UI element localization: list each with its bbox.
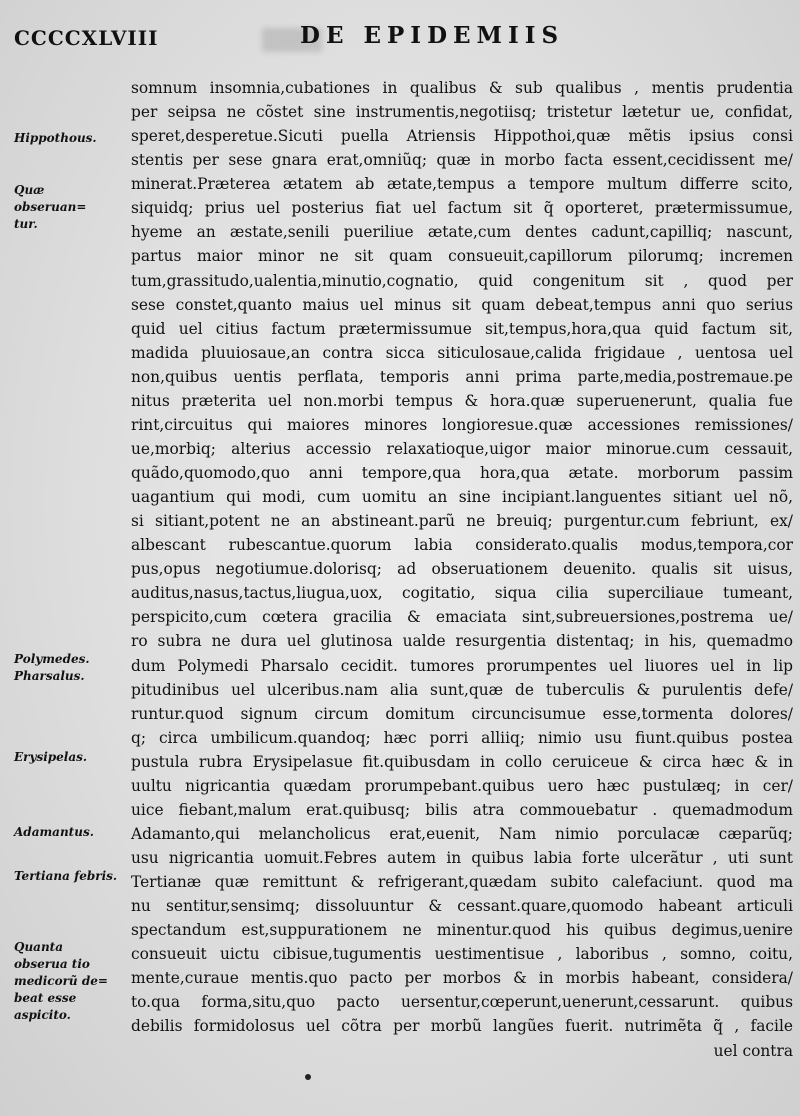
text-line: stentis per sese gnara erat,omniũq; quæ in morbo facta essent,cecidissent me/	[131, 151, 793, 170]
text-line: siquidq; prius uel posterius fiat uel factum sit q̃ oporteret, prætermissumue,	[131, 199, 793, 218]
text-line: to.qua forma,situ,quo pacto uersentur,cœperunt,uenerunt,cessarunt. quibus	[131, 993, 793, 1012]
text-line: tum,grassitudo,ualentia,minutio,cognatio, quid congenitum sit , quod per	[131, 271, 793, 290]
text-line: albescant rubescantue.quorum labia considerato.qualis modus,tempora,cor	[131, 536, 793, 555]
text-line: quid uel citius factum prætermissumue sit,tempus,hora,qua quid factum sit,	[131, 319, 793, 338]
running-head: DE EPIDEMIIS	[300, 22, 565, 49]
text-line: auditus,nasus,tactus,liugua,uox, cogitatio, siqua cilia superciliaue tumeant,	[131, 584, 793, 603]
text-line: pitudinibus uel ulceribus.nam alia sunt,quæ de tuberculis & purulentis defe/	[131, 680, 793, 699]
text-line: partus maior minor ne sit quam consueuit,capillorum pilorumq; incremen	[131, 247, 793, 266]
margin-note-adamantus: Adamantus.	[14, 825, 94, 839]
text-line: debilis formidolosus uel cõtra per morbũ langũes fuerit. nutrimẽta q̃ , facile	[131, 1017, 793, 1036]
text-line: pus,opus negotiumue.dolorisq; ad obseruationem deuenito. qualis sit uisus,	[131, 560, 793, 579]
text-line: perspicito,cum cœtera gracilia & emaciata sint,subreuersiones,postrema ue/	[131, 608, 793, 627]
page-number: CCCCXLVIII	[14, 26, 159, 50]
text-line: speret,desperetue.Sicuti puella Atriensis Hippothoi,quæ mẽtis ipsius consi	[131, 127, 793, 146]
text-line: hyeme an æstate,senili pueriliue ætate,cum dentes cadunt,capilliq; nascunt,	[131, 223, 793, 242]
margin-note-hippothous: Hippothous.	[14, 131, 97, 145]
text-line: minerat.Præterea ætatem ab ætate,tempus a tempore multum differre scito,	[131, 175, 793, 194]
text-line: somnum insomnia,cubationes in qualibus & sub qualibus , mentis prudentia	[131, 79, 793, 97]
text-line: spectandum est,suppurationem ne minentur.quod his quibus degimus,uenire	[131, 921, 793, 940]
margin-note-erysipelas: Erysipelas.	[14, 750, 88, 764]
text-line: mente,curaue mentis.quo pacto per morbos & in morbis habeant, considera/	[131, 969, 793, 988]
text-line: runtur.quod signum circum domitum circuncisumue esse,tormenta dolores/	[131, 704, 793, 723]
text-line: nitus præterita uel non.morbi tempus & hora.quæ superuenerunt, qualia fue	[131, 391, 793, 410]
margin-note-polymedes: Polymedes. Pharsalus.	[14, 652, 90, 683]
text-line: usu nigricantia uomuit.Febres autem in quibus labia forte ulcerãtur , uti sunt	[131, 849, 793, 867]
catchword: uel contra	[713, 1041, 793, 1060]
margin-note-quae-observantur: Quæ obseruan= tur.	[14, 183, 87, 231]
text-line: ue,morbiq; alterius accessio relaxatioque,uigor maior minorue.cum cessauit,	[131, 439, 793, 458]
text-line: per seipsa ne cõstet sine instrumentis,negotiisq; tristetur lætetur ue, confidat,	[131, 103, 793, 122]
text-line: rint,circuitus qui maiores minores longioresue.quæ accessiones remissiones/	[131, 415, 793, 434]
text-line: consueuit uictu cibisue,tugumentis uestimentisue , laboribus , somno, coitu,	[131, 945, 793, 964]
body-text	[131, 76, 793, 1063]
text-line: dum Polymedi Pharsalo cecidit. tumores prorumpentes uel liuores uel in lip	[131, 656, 793, 675]
text-line: Adamanto,qui melancholicus erat,euenit, Nam nimio porculacæ cæparũq;	[131, 824, 793, 843]
margin-note-tertiana-febris: Tertiana febris.	[14, 869, 118, 883]
text-line: uagantium qui modi, cum uomitu an sine incipiant.languentes sitiant uel nõ,	[131, 488, 793, 507]
text-line: ro subra ne dura uel glutinosa ualde resurgentia distentaq; in his, quemadmo	[131, 632, 793, 651]
text-line: nu sentitur,sensimq; dissoluuntur & cessant.quare,quomodo habeant articuli	[131, 897, 793, 916]
ink-dot	[305, 1074, 311, 1080]
text-line: madida pluuiosaue,an contra sicca siticulosaue,calida frigidaue , uentosa uel	[131, 343, 793, 362]
text-line: Tertianæ quæ remittunt & refrigerant,quædam subito calefaciunt. quod ma	[131, 873, 793, 892]
text-line: q; circa umbilicum.quandoq; hæc porri alliiq; nimio usu fiunt.quibus postea	[131, 728, 793, 747]
text-line: non,quibus uentis perflata, temporis anni prima parte,media,postremaue.pe	[131, 367, 793, 386]
text-line: pustula rubra Erysipelasue fit.quibusdam in collo ceruiceue & circa hæc & in	[131, 752, 793, 771]
text-line: uice fiebant,malum erat.quibusq; bilis atra commouebatur . quemadmodum	[131, 800, 793, 819]
text-line: uultu nigricantia quædam prorumpebant.quibus uero hæc pustulæq; in cer/	[131, 776, 793, 795]
text-line: si sitiant,potent ne an abstineant.parũ ne breuiq; purgentur.cum febriunt, ex/	[131, 512, 793, 531]
margin-note-quanta-observatio: Quanta obserua tio medicorũ de= beat esse aspicito.	[14, 940, 108, 1022]
text-line: sese constet,quanto maius uel minus sit quam debeat,tempus anni quo serius	[131, 295, 793, 314]
text-line: quãdo,quomodo,quo anni tempore,qua hora,qua ætate. morborum passim	[131, 464, 793, 482]
